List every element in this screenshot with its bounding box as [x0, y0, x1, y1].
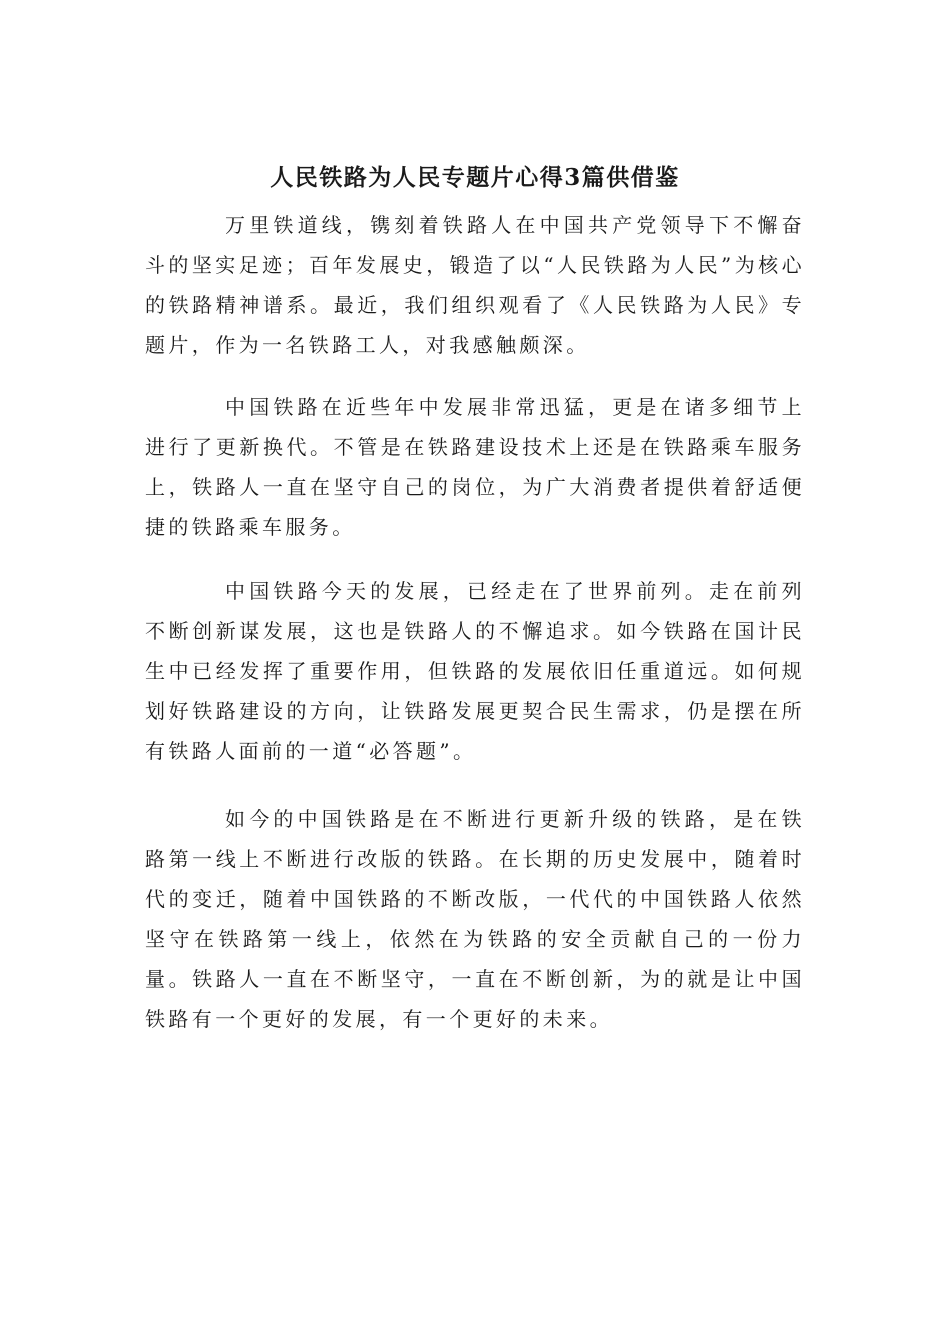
paragraph-1: 万里铁道线，镌刻着铁路人在中国共产党领导下不懈奋斗的坚实足迹；百年发展史，锻造了以“人民铁路为人民”为核心的铁路精神谱系。最近，我们组织观看了《人民铁路为人民》专题片，作为一名铁路工人，对我感触颇深。 [145, 213, 805, 357]
paragraph-2: 中国铁路在近些年中发展非常迅猛，更是在诸多细节上进行了更新换代。不管是在铁路建设技术上还是在铁路乘车服务上，铁路人一直在坚守自己的岗位，为广大消费者提供着舒适便捷的铁路乘车服务。 [145, 395, 805, 539]
paragraph-4: 如今的中国铁路是在不断进行更新升级的铁路，是在铁路第一线上不断进行改版的铁路。在长期的历史发展中，随着时代的变迁，随着中国铁路的不断改版，一代代的中国铁路人依然坚守在铁路第一线上，依然在为铁路的安全贡献自己的一份力量。铁路人一直在不断坚守，一直在不断创新，为的就是让中国铁路有一个更好的发展，有一个更好的未来。 [145, 807, 805, 1031]
paragraph-3: 中国铁路今天的发展，已经走在了世界前列。走在前列不断创新谋发展，这也是铁路人的不懈追求。如今铁路在国计民生中已经发挥了重要作用，但铁路的发展依旧任重道远。如何规划好铁路建设的方向，让铁路发展更契合民生需求，仍是摆在所有铁路人面前的一道“必答题”。 [145, 579, 805, 763]
document-title: 人民铁路为人民专题片心得3篇供借鉴 [270, 164, 680, 191]
document-body [145, 205, 805, 1061]
